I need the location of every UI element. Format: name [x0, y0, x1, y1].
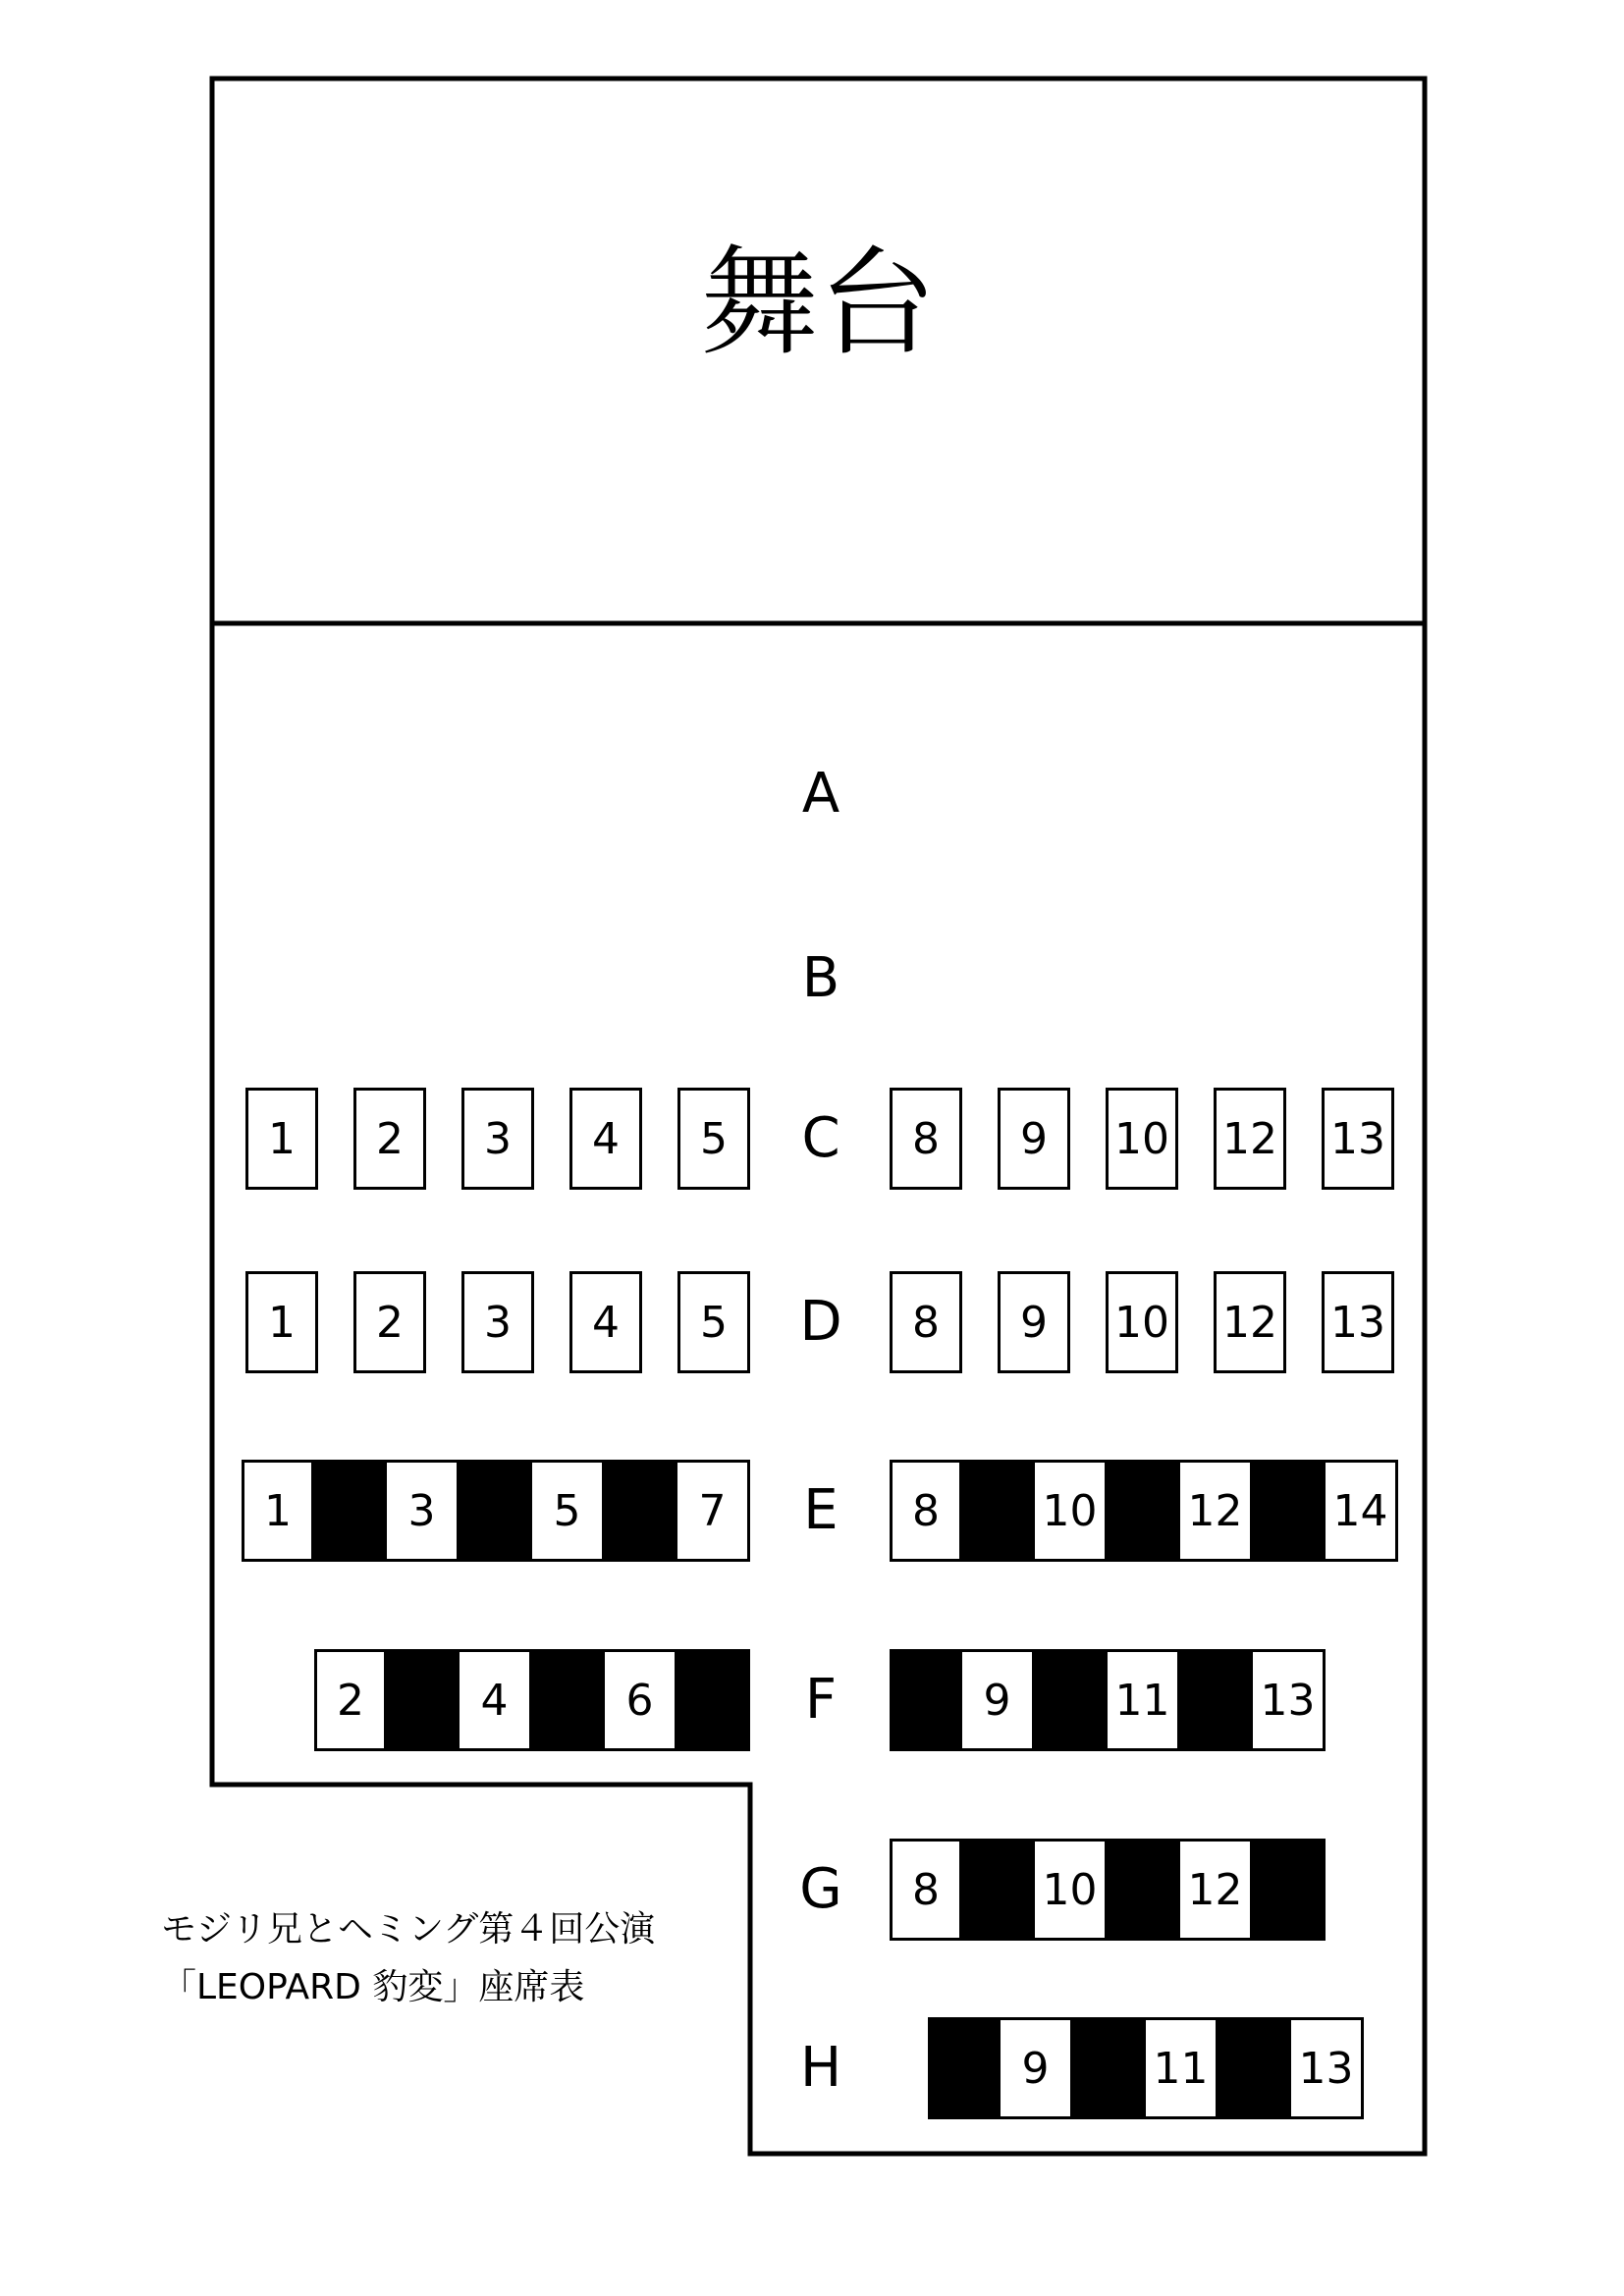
- seat-c-13[interactable]: 13: [1322, 1088, 1394, 1190]
- seat-c-5[interactable]: 5: [677, 1088, 750, 1190]
- blocked-seat-e-right-2: [962, 1460, 1035, 1562]
- seat-e-14[interactable]: 14: [1326, 1460, 1398, 1562]
- blocked-seat-f-right-5: [1180, 1649, 1253, 1751]
- blocked-seat-f-right-3: [1035, 1649, 1108, 1751]
- row-label-b: B: [801, 946, 840, 1010]
- seat-h-11[interactable]: 11: [1146, 2017, 1218, 2119]
- row-label-e: E: [803, 1478, 839, 1542]
- seat-g-12[interactable]: 12: [1180, 1839, 1253, 1941]
- row-label-g: G: [799, 1857, 842, 1921]
- blocked-seat-f-left-4: [532, 1649, 605, 1751]
- row-label-h: H: [799, 2036, 842, 2100]
- seat-c-1[interactable]: 1: [245, 1088, 318, 1190]
- caption-subtitle: 「LEOPARD 豹変」座席表: [161, 1967, 585, 2007]
- seat-f-9[interactable]: 9: [962, 1649, 1035, 1751]
- seat-c-4[interactable]: 4: [569, 1088, 642, 1190]
- seat-f-13[interactable]: 13: [1253, 1649, 1326, 1751]
- seat-d-4[interactable]: 4: [569, 1271, 642, 1373]
- seat-d-10[interactable]: 10: [1106, 1271, 1178, 1373]
- blocked-seat-g-right-6: [1253, 1839, 1326, 1941]
- seat-e-1[interactable]: 1: [242, 1460, 314, 1562]
- seat-d-13[interactable]: 13: [1322, 1271, 1394, 1373]
- seat-g-8[interactable]: 8: [890, 1839, 962, 1941]
- seat-c-3[interactable]: 3: [461, 1088, 534, 1190]
- seat-e-8[interactable]: 8: [890, 1460, 962, 1562]
- seat-c-10[interactable]: 10: [1106, 1088, 1178, 1190]
- seat-c-2[interactable]: 2: [353, 1088, 426, 1190]
- blocked-seat-h-right-1: [928, 2017, 1001, 2119]
- seat-f-2[interactable]: 2: [314, 1649, 387, 1751]
- blocked-seat-e-left-2: [314, 1460, 387, 1562]
- seat-c-12[interactable]: 12: [1214, 1088, 1286, 1190]
- blocked-seat-e-right-6: [1253, 1460, 1326, 1562]
- blocked-seat-h-right-5: [1218, 2017, 1291, 2119]
- seat-f-11[interactable]: 11: [1108, 1649, 1180, 1751]
- seat-d-1[interactable]: 1: [245, 1271, 318, 1373]
- caption-title: モジリ兄とヘミング第４回公演: [161, 1909, 656, 1949]
- seat-e-12[interactable]: 12: [1180, 1460, 1253, 1562]
- seat-d-2[interactable]: 2: [353, 1271, 426, 1373]
- seat-f-6[interactable]: 6: [605, 1649, 677, 1751]
- blocked-seat-e-left-4: [460, 1460, 532, 1562]
- blocked-seat-g-right-4: [1108, 1839, 1180, 1941]
- blocked-seat-f-left-2: [387, 1649, 460, 1751]
- seat-d-5[interactable]: 5: [677, 1271, 750, 1373]
- seat-h-13[interactable]: 13: [1291, 2017, 1364, 2119]
- seat-d-8[interactable]: 8: [890, 1271, 962, 1373]
- seat-e-10[interactable]: 10: [1035, 1460, 1108, 1562]
- row-label-f: F: [804, 1668, 838, 1732]
- blocked-seat-f-right-1: [890, 1649, 962, 1751]
- seat-d-12[interactable]: 12: [1214, 1271, 1286, 1373]
- seat-h-9[interactable]: 9: [1001, 2017, 1073, 2119]
- blocked-seat-f-left-6: [677, 1649, 750, 1751]
- seat-e-5[interactable]: 5: [532, 1460, 605, 1562]
- row-label-a: A: [801, 762, 840, 826]
- seat-d-3[interactable]: 3: [461, 1271, 534, 1373]
- blocked-seat-e-left-6: [605, 1460, 677, 1562]
- seat-e-3[interactable]: 3: [387, 1460, 460, 1562]
- seat-g-10[interactable]: 10: [1035, 1839, 1108, 1941]
- seat-e-7[interactable]: 7: [677, 1460, 750, 1562]
- seat-f-4[interactable]: 4: [460, 1649, 532, 1751]
- blocked-seat-h-right-3: [1073, 2017, 1146, 2119]
- seat-d-9[interactable]: 9: [998, 1271, 1070, 1373]
- row-label-d: D: [799, 1290, 842, 1354]
- seat-c-9[interactable]: 9: [998, 1088, 1070, 1190]
- row-label-c: C: [801, 1106, 840, 1170]
- blocked-seat-g-right-2: [962, 1839, 1035, 1941]
- seat-c-8[interactable]: 8: [890, 1088, 962, 1190]
- blocked-seat-e-right-4: [1108, 1460, 1180, 1562]
- stage-label: 舞台: [700, 236, 937, 372]
